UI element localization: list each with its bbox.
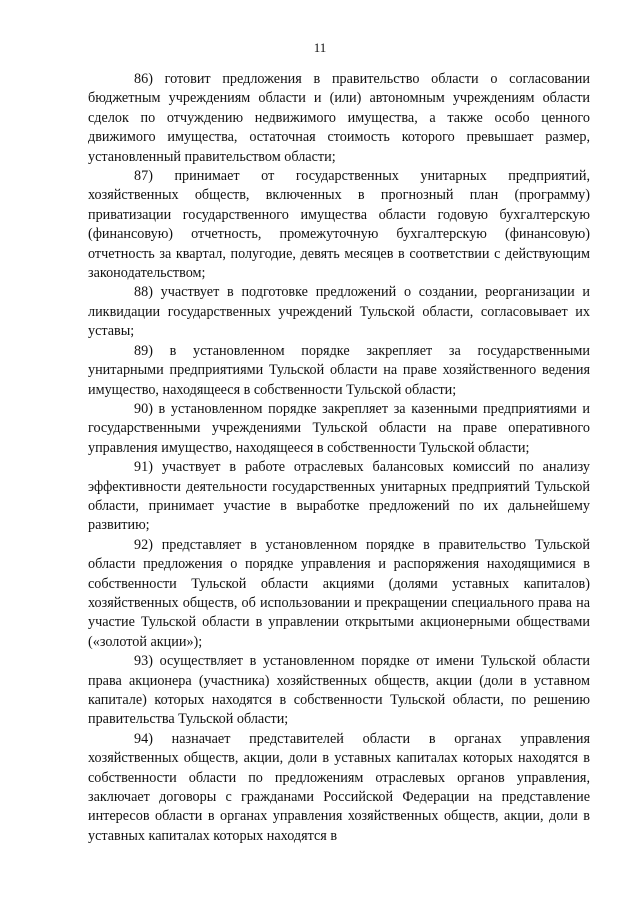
paragraph-91: 91) участвует в работе отраслевых балансовых комиссий по анализу эффективности деятельности государственных унитарных предприятий Тульской области, принимает участие в выработке предложений по их дальнейшему развитию; [88, 459, 590, 534]
document-body [88, 70, 590, 846]
paragraph-86: 86) готовит предложения в правительство области о согласовании бюджетным учреждениям области и (или) автономным учреждениям области сделок по отчуждению недвижимого имущества, а также особо ценного движимого имущества, остаточная стоимость которого превышает размер, установленный правительством области; [88, 71, 590, 165]
paragraph-87: 87) принимает от государственных унитарных предприятий, хозяйственных обществ, включенных в прогнозный план (программу) приватизации государственного имущества области годовую бухгалтерскую (финансовую) отчетность, промежуточную бухгалтерскую (финансовую) отчетность за квартал, полугодие, девять месяцев в соответствии с действующим законодательством; [88, 168, 590, 282]
paragraph-94: 94) назначает представителей области в органах управления хозяйственных обществ, акции, доли в уставных капиталах которых находятся в собственности области по предложениям отраслевых органов управления, заключает договоры с гражданами Российской Федерации на представление интересов области в органах управления хозяйственных обществ, акции, доли в уставных капиталах которых находятся в [88, 730, 590, 844]
paragraph-92: 92) представляет в установленном порядке в правительство Тульской области предложения о порядке управления и распоряжения находящимися в собственности Тульской области акциями (долями уставных капиталов) хозяйственных обществ, об использовании и прекращении специального права на участие Тульской области в управлении открытыми акционерными обществами («золотой акции»); [88, 536, 590, 650]
paragraph-93: 93) осуществляет в установленном порядке от имени Тульской области права акционера (участника) хозяйственных обществ, акции (доли в уставном капитале) которых находятся в собственности Тульской области, по решению правительства Тульской области; [88, 653, 590, 728]
page-number: 11 [313, 40, 327, 55]
paragraph-89: 89) в установленном порядке закрепляет за государственными унитарными предприятиями Тульской области на праве хозяйственного ведения имущество, находящееся в собственности Тульской области; [88, 342, 590, 398]
paragraph-88: 88) участвует в подготовке предложений о создании, реорганизации и ликвидации государственных учреждений Тульской области, согласовывает их уставы; [88, 284, 590, 340]
paragraph-90: 90) в установленном порядке закрепляет за казенными предприятиями и государственными учреждениями Тульской области на праве оперативного управления имущество, находящееся в собственности Тульской области; [88, 400, 590, 456]
